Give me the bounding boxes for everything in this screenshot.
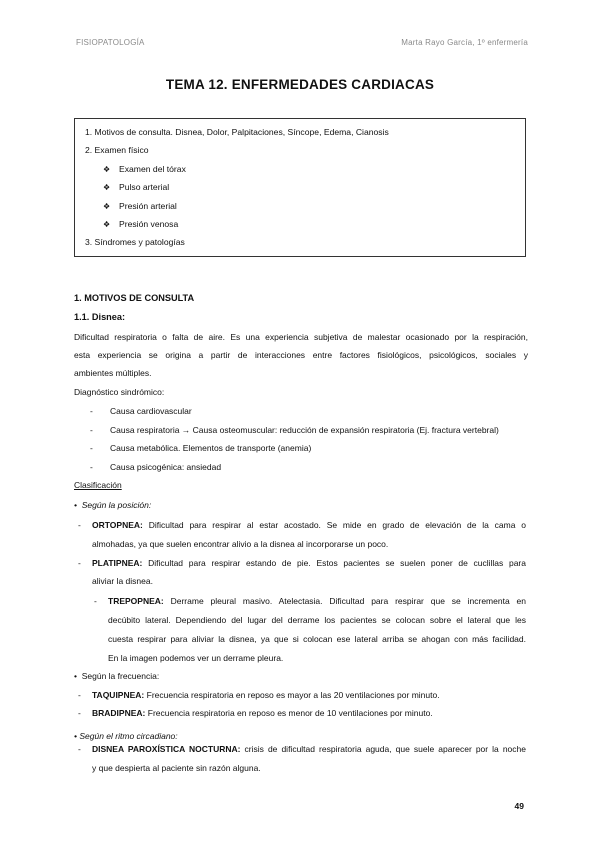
dash-bullet: - [90, 443, 93, 453]
header-right: Marta Rayo García, 1º enfermería [401, 38, 528, 47]
dash-bullet: - [90, 462, 93, 472]
diamond-bullet-icon: ❖ [103, 220, 111, 229]
toc-subitem: ❖ Pulso arterial [103, 182, 170, 192]
trepopnea-line: TREPOPNEA: Derrame pleural masivo. Atelectasia. Dificultad para respirar que se incrementa en [108, 596, 526, 606]
diagnosis-label: Diagnóstico sindrómico: [74, 387, 165, 397]
diamond-bullet-icon: ❖ [103, 183, 111, 192]
platipnea-line: PLATIPNEA: Dificultad para respirar estando de pie. Estos pacientes se suelen poner de cuclillas para [92, 558, 526, 568]
subsection-heading: 1.1. Disnea: [74, 312, 126, 322]
list-item: - Causa cardiovascular [90, 406, 192, 416]
bullet: • [74, 500, 77, 510]
trepopnea-line: decúbito lateral. Dependiendo del lugar del derrame los pacientes se colocan sobre el lateral que les [108, 615, 526, 625]
toc-item-2: 2. Examen físico [85, 145, 149, 155]
header-left: FISIOPATOLOGÍA [76, 38, 145, 47]
list-item: - Causa metabólica. Elementos de transporte (anemia) [90, 443, 312, 453]
dash-bullet: - [78, 558, 81, 568]
list-item: - Causa psicogénica: ansiedad [90, 462, 222, 472]
trepopnea-line: En la imagen podemos ver un derrame pleura. [108, 653, 284, 663]
page-title: TEMA 12. ENFERMEDADES CARDIACAS [165, 77, 435, 92]
dash-bullet: - [78, 520, 81, 530]
frequency-label: • Según la frecuencia: [74, 671, 160, 681]
toc-item-3: 3. Síndromes y patologías [85, 237, 185, 247]
paragraph-line: esta experiencia se origina a partir de interacciones entre factores fisiológicos, psicológicos, sociales y [74, 350, 528, 360]
taquipnea-line: - TAQUIPNEA: Frecuencia respiratoria en reposo es mayor a las 20 ventilaciones por minuto. [78, 690, 440, 700]
trepopnea-line: cuesta respirar para aliviar la disnea, ya que si colocan ese lateral arriba se ahogan con más facilidad. [108, 634, 526, 644]
page-number: 49 [514, 801, 524, 811]
table-of-contents [74, 118, 526, 257]
bullet: • [74, 731, 77, 741]
circadian-label: • Según el ritmo circadiano: [74, 731, 178, 741]
dash-bullet: - [90, 406, 93, 416]
classification-heading: Clasificación [74, 480, 122, 490]
ortopnea-line: almohadas, ya que suelen encontrar alivio a la disnea al incorporarse un poco. [92, 539, 389, 549]
diamond-bullet-icon: ❖ [103, 202, 111, 211]
toc-subitem: ❖ Presión arterial [103, 201, 177, 211]
dash-bullet: - [90, 425, 93, 435]
position-label: • Según la posición: [74, 500, 152, 510]
diamond-bullet-icon: ❖ [103, 165, 111, 174]
list-item: - Causa respiratoria → Causa osteomuscular: reducción de expansión respiratoria (Ej. fractura vertebral) [90, 425, 499, 435]
dpn-line: DISNEA PAROXÍSTICA NOCTURNA: crisis de dificultad respiratoria aguda, que suele aparecer por la noche [92, 744, 526, 754]
toc-item-1: 1. Motivos de consulta. Disnea, Dolor, Palpitaciones, Síncope, Edema, Cianosis [85, 127, 389, 137]
bullet: • [74, 671, 77, 681]
toc-subitem: ❖ Examen del tórax [103, 164, 186, 174]
toc-subitem: ❖ Presión venosa [103, 219, 179, 229]
section-heading: 1. MOTIVOS DE CONSULTA [74, 293, 195, 303]
paragraph-line: ambientes múltiples. [74, 368, 152, 378]
dpn-line: y que despierta al paciente sin razón alguna. [92, 763, 261, 773]
ortopnea-line: ORTOPNEA: Dificultad para respirar al estar acostado. Se mide en grado de elevación de la cama o [92, 520, 526, 530]
dash-bullet: - [78, 744, 81, 754]
paragraph-line: Dificultad respiratoria o falta de aire. Es una experiencia subjetiva de malestar ocasionado por la respiración, [74, 332, 528, 342]
bradipnea-line: - BRADIPNEA: Frecuencia respiratoria en reposo es menor de 10 ventilaciones por minuto. [78, 708, 433, 718]
platipnea-line: aliviar la disnea. [92, 576, 153, 586]
dash-bullet: - [94, 596, 97, 606]
